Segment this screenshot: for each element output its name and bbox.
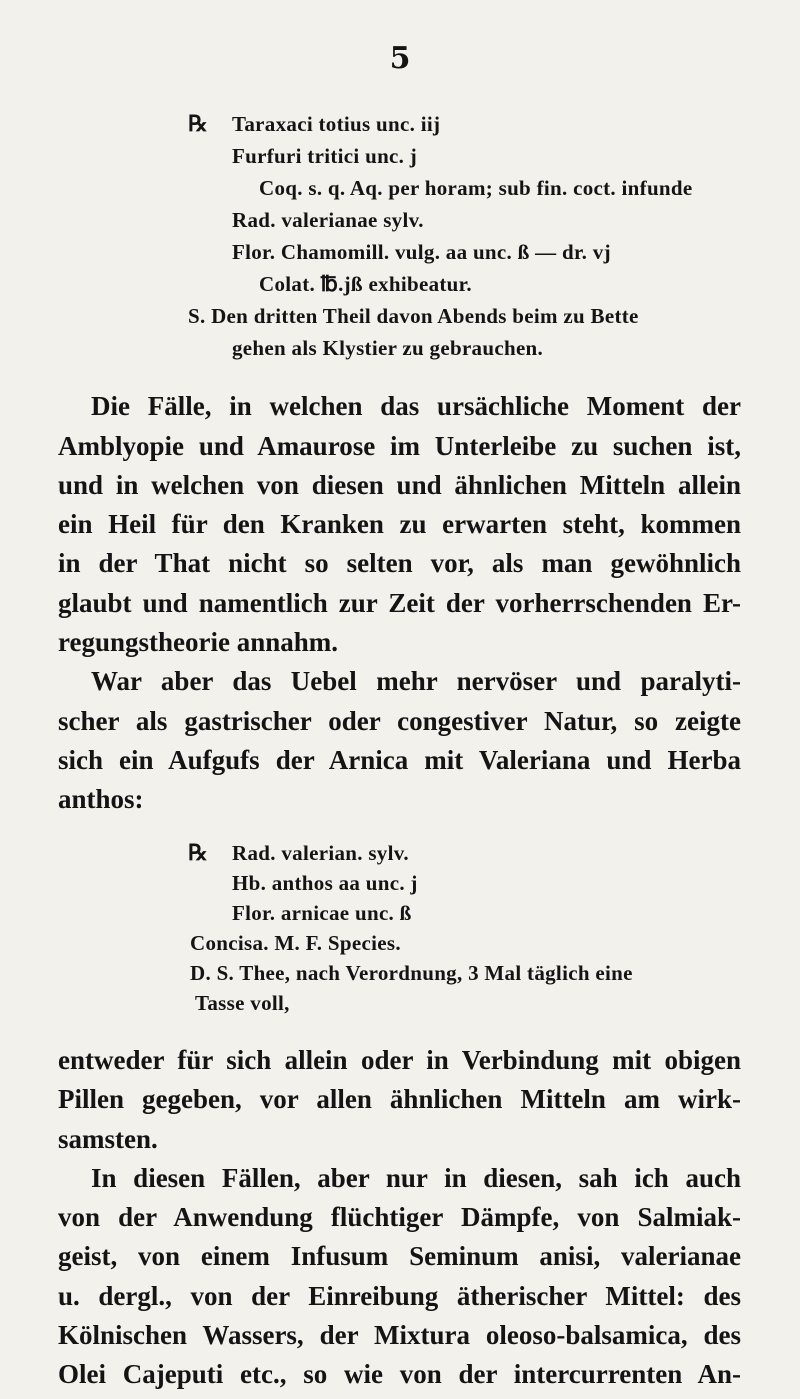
prescription-line: Tasse voll, <box>195 990 290 1015</box>
text-line: sich ein Aufgufs der Arnica mit Valeriana und Herba <box>58 744 741 775</box>
text-line: von der Anwendung flüchtiger Dämpfe, von Salmiak- <box>58 1202 741 1233</box>
prescription-line: Taraxaci totius unc. iij <box>232 112 441 136</box>
prescription-line: Concisa. M. F. Species. <box>190 930 401 955</box>
text-line: samsten. <box>58 1123 158 1154</box>
text-line: Olei Cajeputi etc., so wie von der intercurrenten An- <box>58 1359 741 1390</box>
prescription-line: gehen als Klystier zu gebrauchen. <box>232 336 544 360</box>
text-line: und in welchen von diesen und ähnlichen Mitteln allein <box>58 469 741 500</box>
text-line: regungstheorie annahm. <box>58 627 339 657</box>
prescription-line: Rad. valerian. sylv. <box>232 841 409 866</box>
text-line: scher als gastrischer oder congestiver Natur, so zeigte <box>58 705 741 736</box>
prescription-line: S. Den dritten Theil davon Abends beim zu Bette <box>188 304 639 328</box>
prescription-line: D. S. Thee, nach Verordnung, 3 Mal täglich eine <box>190 960 633 985</box>
prescription-line: Furfuri tritici unc. j <box>232 144 418 168</box>
prescription-line: Flor. arnicae unc. ß <box>232 900 412 925</box>
recipe-symbol-icon: ℞ <box>188 111 208 137</box>
prescription-line: Hb. anthos aa unc. j <box>232 871 418 895</box>
text-line: anthos: <box>58 784 144 815</box>
text-line: in der That nicht so selten vor, als man gewöhnlich <box>58 548 741 579</box>
text-line: u. dergl., von der Einreibung ätherischer Mittel: des <box>58 1280 741 1311</box>
text-line: Pillen gegeben, vor allen ähnlichen Mitteln am wirk- <box>58 1084 741 1115</box>
page-number: 5 <box>389 41 411 76</box>
prescription-line: Colat. ℔.jß exhibeatur. <box>259 272 472 296</box>
text-line: Die Fälle, in welchen das ursächliche Moment der <box>91 391 741 422</box>
text-line: ein Heil für den Kranken zu erwarten steht, kommen <box>58 509 741 540</box>
text-line: War aber das Uebel mehr nervöser und paralyti- <box>91 666 741 697</box>
text-line: glaubt und namentlich zur Zeit der vorherrschenden Er- <box>58 587 741 618</box>
text-line: Kölnischen Wassers, der Mixtura oleoso-balsamica, des <box>58 1319 741 1350</box>
text-line: Amblyopie und Amaurose im Unterleibe zu suchen ist, <box>58 430 741 461</box>
text-line: In diesen Fällen, aber nur in diesen, sah ich auch <box>91 1162 741 1193</box>
prescription-line: Rad. valerianae sylv. <box>232 208 424 232</box>
recipe-symbol-icon: ℞ <box>188 840 208 867</box>
text-line: geist, von einem Infusum Seminum anisi, valerianae <box>58 1241 741 1272</box>
prescription-line: Coq. s. q. Aq. per horam; sub fin. coct. infunde <box>259 176 693 200</box>
text-line: entweder für sich allein oder in Verbindung mit obigen <box>58 1045 741 1075</box>
prescription-line: Flor. Chamomill. vulg. aa unc. ß — dr. vj <box>232 240 611 264</box>
